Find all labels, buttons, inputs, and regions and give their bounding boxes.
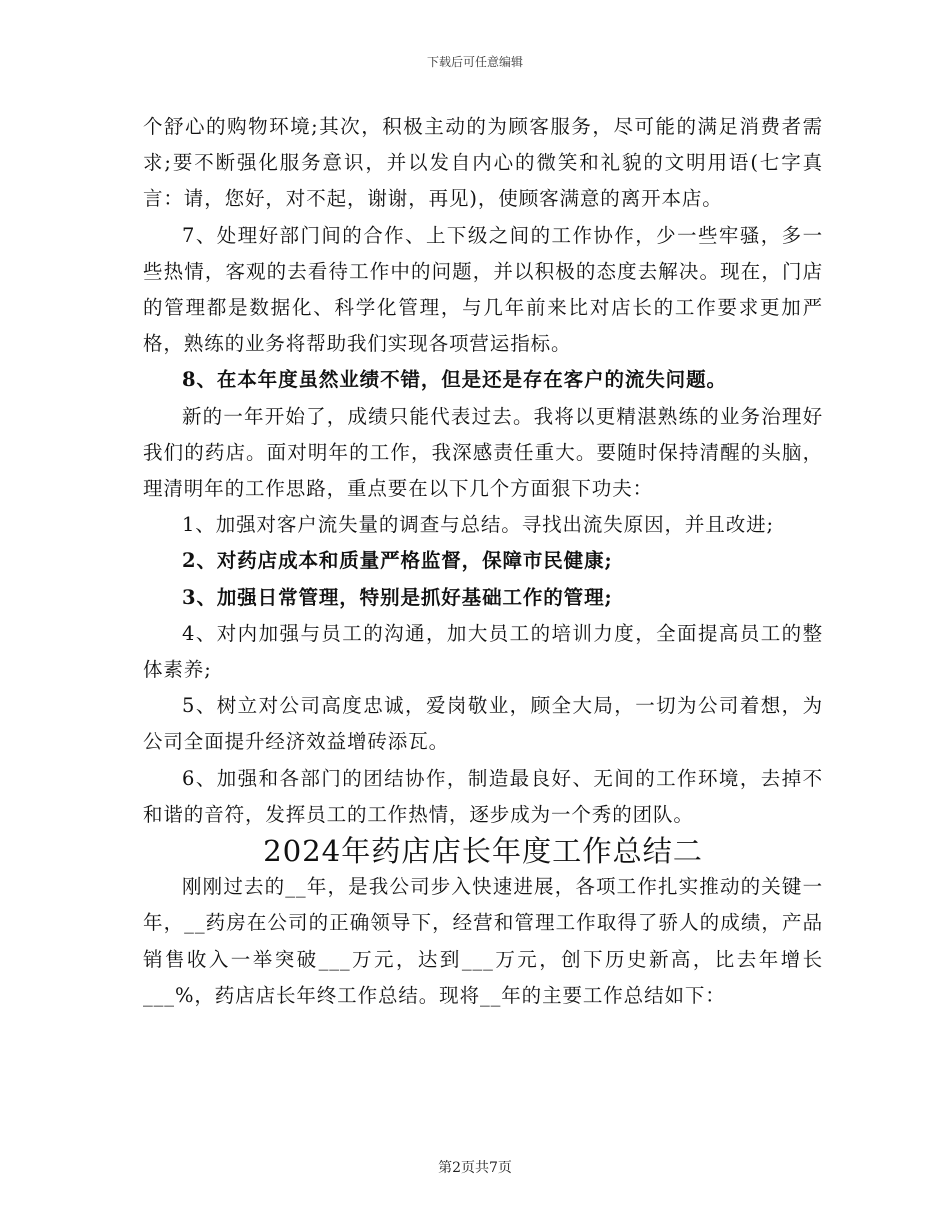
list-item-1: 1、加强对客户流失量的调查与总结。寻找出流失原因，并且改进; (182, 513, 774, 537)
paragraph-item-8: 8、在本年度虽然业绩不错，但是还是存在客户的流失问题。 (182, 368, 727, 392)
page-number: 第2页共7页 (438, 1160, 512, 1176)
list-item-4: 4、对内加强与员工的沟通，加大员工的培训力度，全面提高员工的整体素养; (143, 621, 823, 682)
paragraph-summary-intro: 刚刚过去的__年，是我公司步入快速进展，各项工作扎实推动的关键一年，__药房在公司的正确领导下，经营和管理工作取得了骄人的成绩，产品销售收入一举突破___万元，达到___万元，创下历史新高，比去年增长___%，药店店长年终工作总结。现将__年的主要工作总结如下： (143, 875, 823, 1007)
list-item-6: 6、加强和各部门的团结协作，制造最良好、无间的工作环境，去掉不和谐的音符，发挥员工的工作热情，逐步成为一个秀的团队。 (143, 766, 823, 826)
list-item-2: 2、对药店成本和质量严格监督，保障市民健康; (182, 549, 613, 573)
section-title: 2024年药店店长年度工作总结二 (263, 834, 703, 869)
list-item-3: 3、加强日常管理，特别是抓好基础工作的管理; (182, 585, 613, 609)
document-body (143, 109, 823, 1014)
paragraph-item-7: 7、处理好部门间的合作、上下级之间的工作协作，少一些牢骚，多一些热情，客观的去看待工作中的问题，并以积极的态度去解决。现在，门店的管理都是数据化、科学化管理，与几年前来比对店长的工作要求更加严格，熟练的业务将帮助我们实现各项营运指标。 (143, 223, 823, 356)
paragraph-continuation: 个舒心的购物环境;其次，积极主动的为顾客服务，尽可能的满足消费者需求;要不断强化服务意识，并以发自内心的微笑和礼貌的文明用语(七字真言：请，您好，对不起，谢谢，再见)，使顾客满意的离开本店。 (143, 115, 823, 211)
list-item-5: 5、树立对公司高度忠诚，爱岗敬业，顾全大局，一切为公司着想，为公司全面提升经济效益增砖添瓦。 (143, 694, 823, 754)
header-note: 下载后可任意编辑 (426, 55, 523, 69)
paragraph-new-year: 新的一年开始了，成绩只能代表过去。我将以更精湛熟练的业务治理好我们的药店。面对明年的工作，我深感责任重大。要随时保持清醒的头脑，理清明年的工作思路，重点要在以下几个方面狠下功夫： (143, 404, 823, 501)
